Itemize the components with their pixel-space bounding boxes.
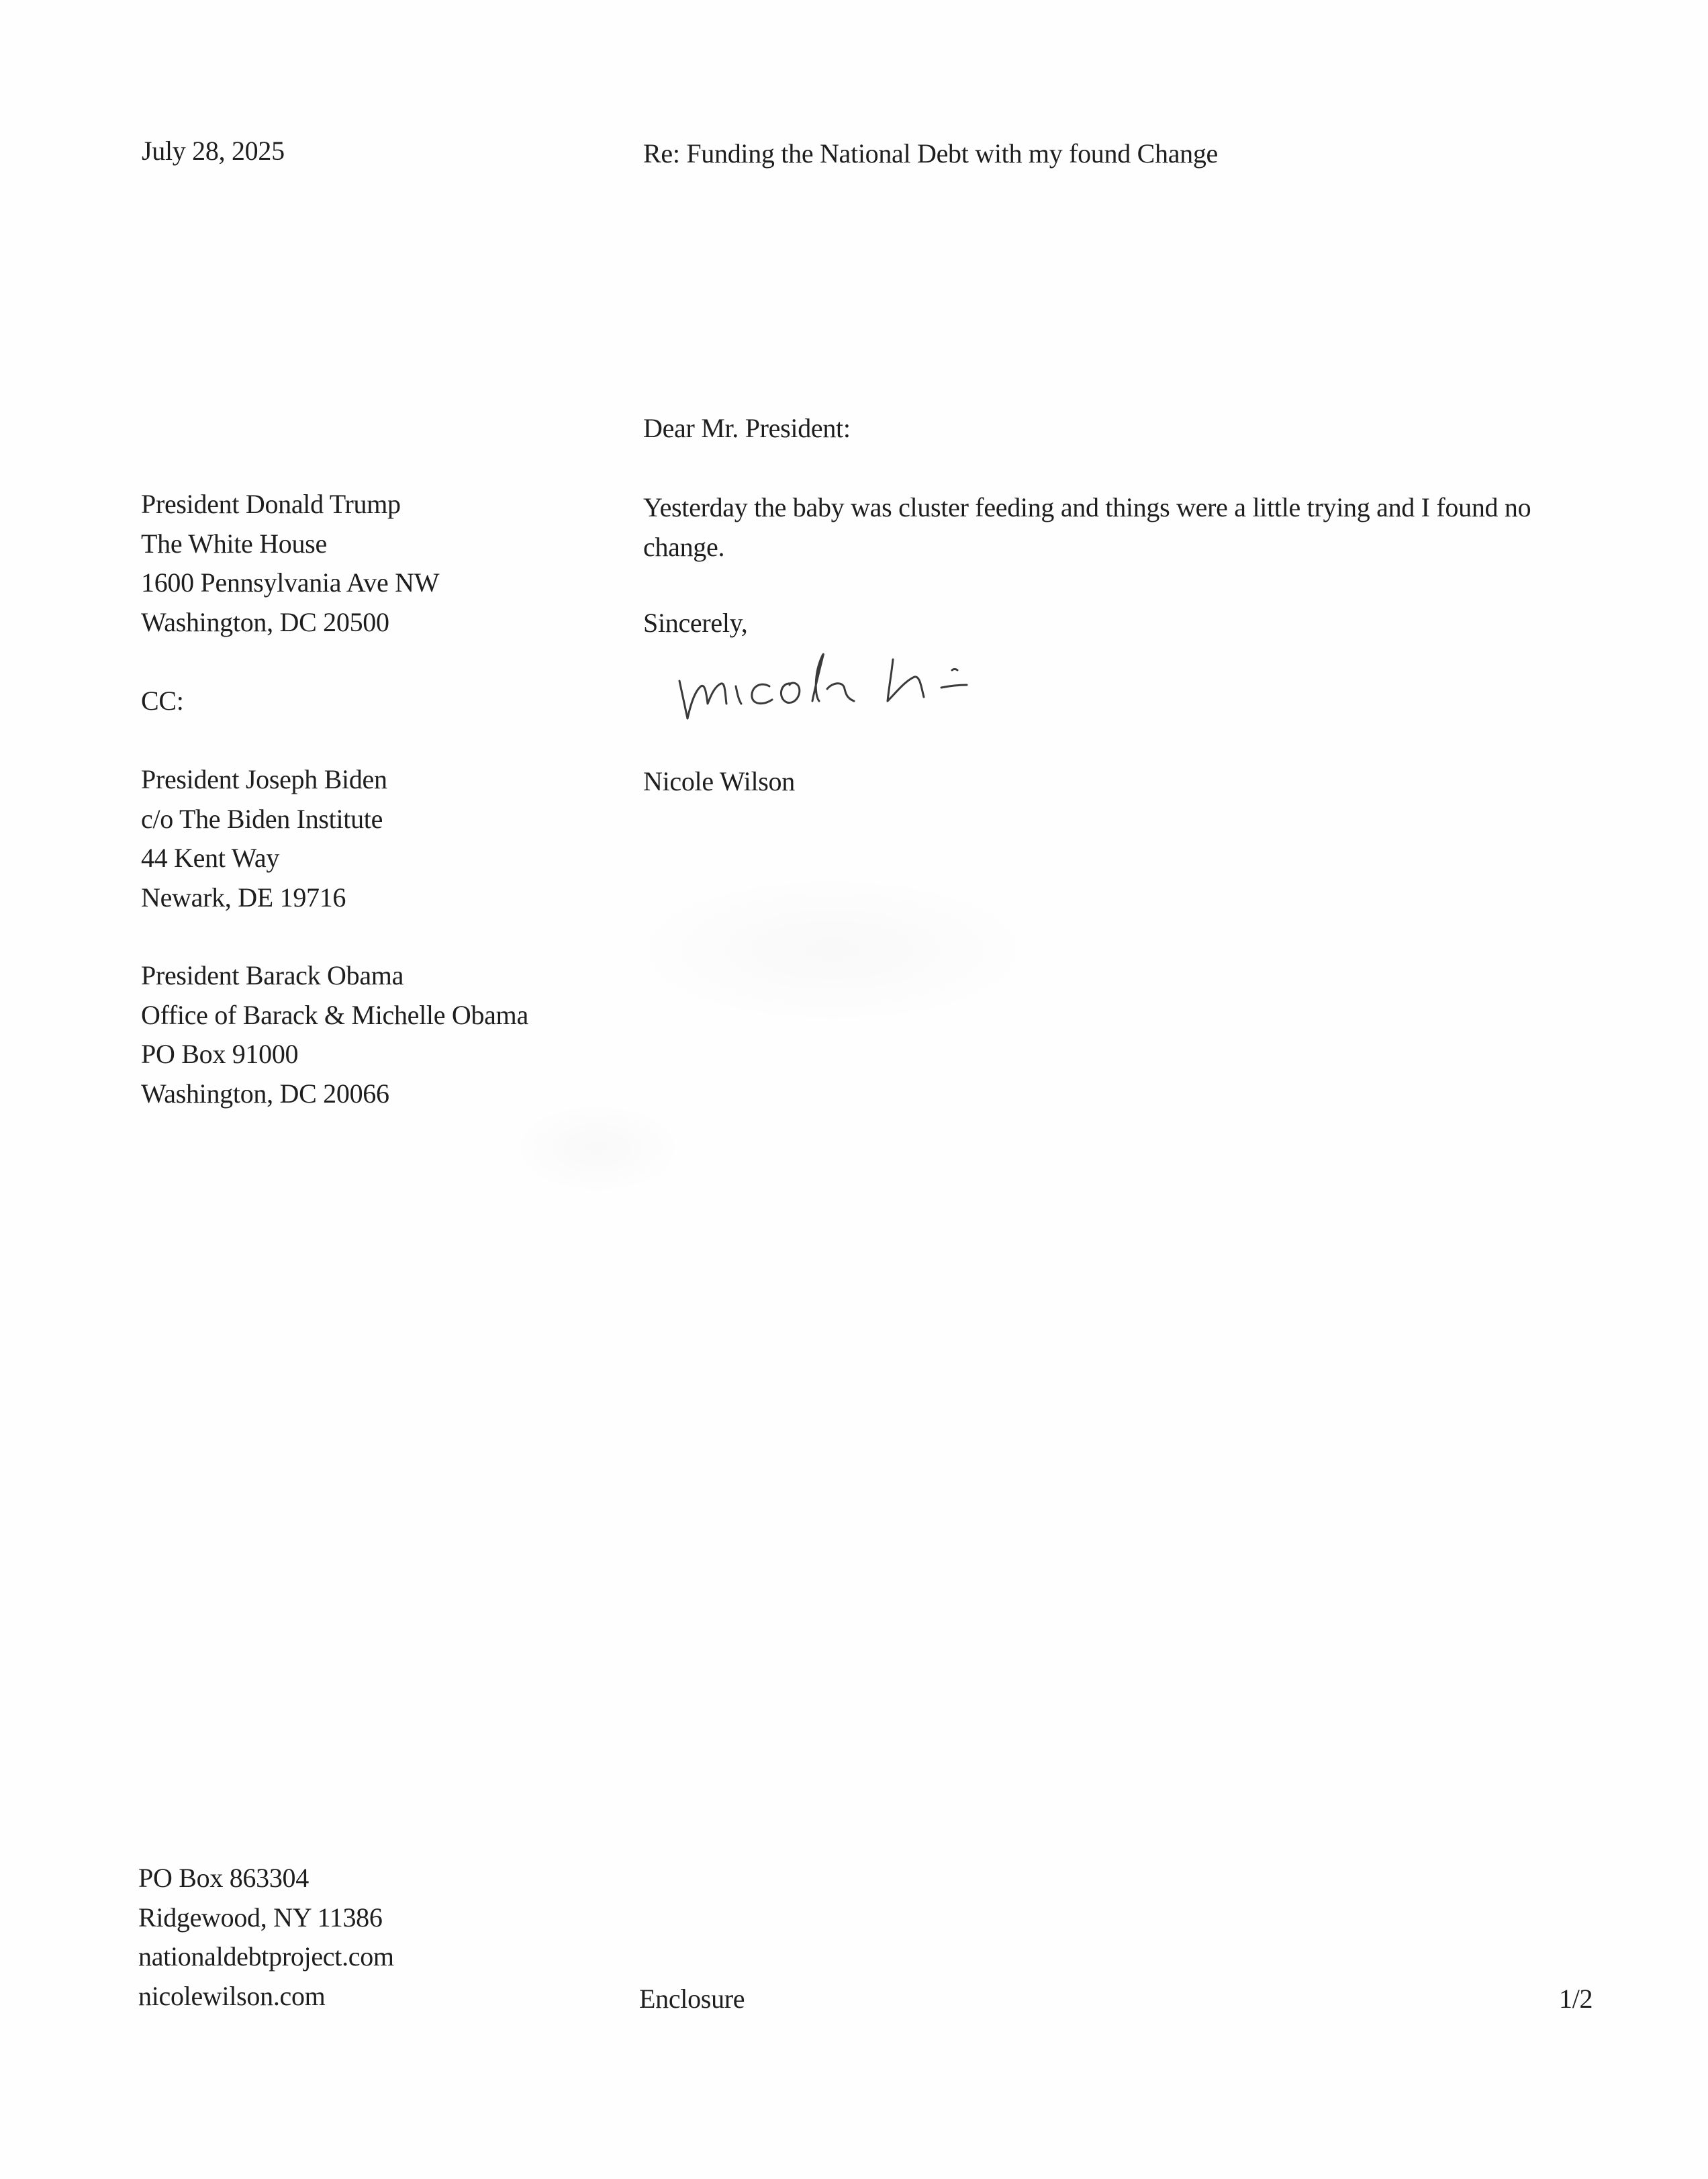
cc-address-line: Office of Barack & Michelle Obama: [141, 999, 528, 1030]
cc-address-line: c/o The Biden Institute: [141, 803, 383, 834]
cc-label: CC:: [141, 686, 184, 716]
cc-name: President Barack Obama: [141, 960, 404, 990]
cc-address-line: 44 Kent Way: [141, 843, 280, 873]
cc-address: [141, 760, 387, 917]
sender-website-link: nicolewilson.com: [138, 1980, 326, 2011]
letter-body: Yesterday the baby was cluster feeding and things were a little trying and I found no change.: [643, 492, 1531, 562]
sender-website-link: nationaldebtproject.com: [138, 1941, 394, 1972]
sender-address-line: Ridgewood, NY 11386: [138, 1902, 383, 1933]
signer-name: Nicole Wilson: [643, 766, 795, 796]
scan-smudge: [510, 1101, 685, 1195]
recipient-address: [141, 485, 439, 642]
sender-address: [138, 1859, 394, 2016]
recipient-name: President Donald Trump: [141, 489, 401, 519]
cc-address-line: PO Box 91000: [141, 1039, 299, 1069]
handwritten-signature: [671, 639, 1021, 733]
salutation: Dear Mr. President:: [643, 413, 851, 443]
cc-name: President Joseph Biden: [141, 764, 387, 794]
page-number: 1/2: [1559, 1984, 1593, 2014]
enclosure-note: Enclosure: [639, 1984, 745, 2014]
recipient-address-line: Washington, DC 20500: [141, 606, 389, 637]
cc-address-line: Newark, DE 19716: [141, 882, 346, 913]
sender-address-line: PO Box 863304: [138, 1863, 309, 1893]
recipient-address-line: 1600 Pennsylvania Ave NW: [141, 567, 440, 598]
cc-address-line: Washington, DC 20066: [141, 1078, 389, 1109]
cc-address: [141, 956, 528, 1113]
recipient-address-line: The White House: [141, 528, 327, 559]
scan-smudge: [624, 873, 1041, 1027]
letter-date: July 28, 2025: [142, 136, 285, 166]
letter-subject: Re: Funding the National Debt with my found Change: [643, 138, 1218, 169]
closing: Sincerely,: [643, 608, 748, 638]
